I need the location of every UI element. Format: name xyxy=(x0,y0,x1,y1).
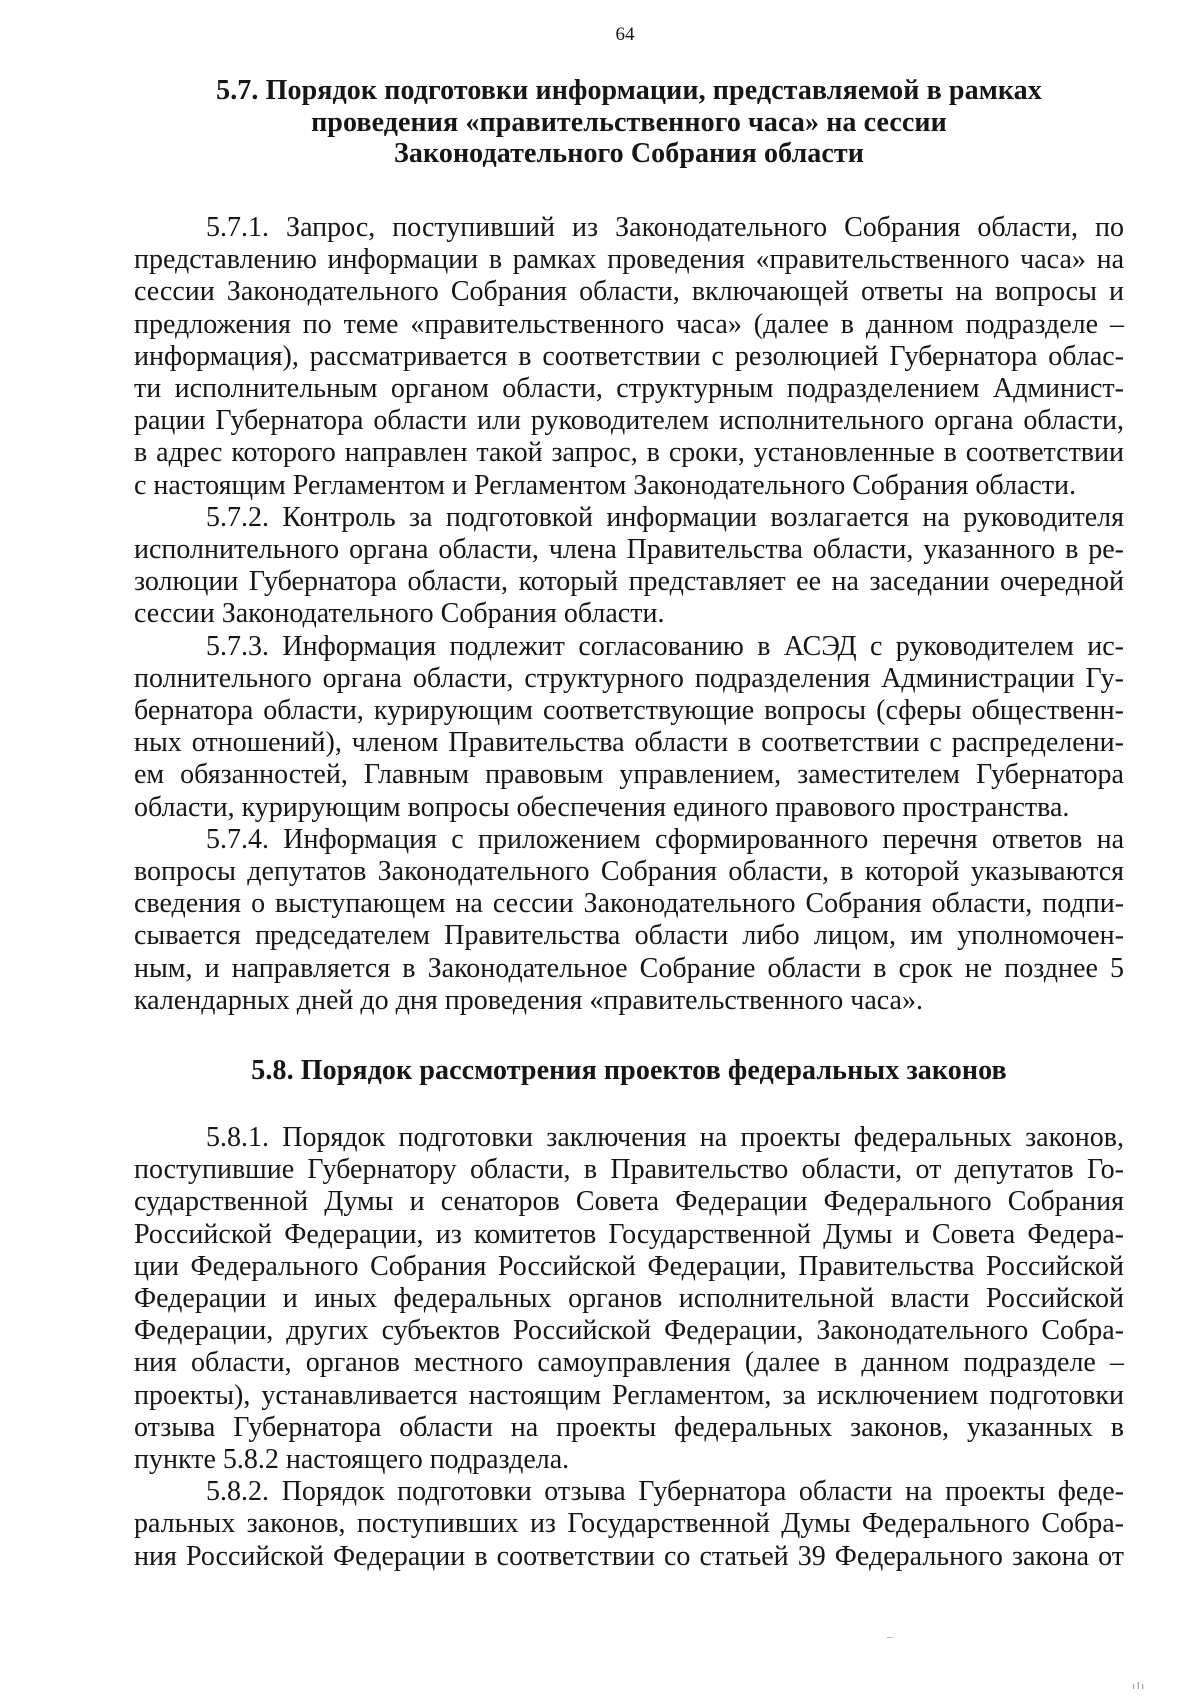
text-line: ным, и направляется в Законодательное Собрание области в срок не позднее 5 xyxy=(134,952,1124,984)
section-5-8-heading xyxy=(134,1055,1124,1087)
text-line: 5.7.1. Запрос, поступивший из Законодательного Собрания области, по xyxy=(206,212,1124,243)
section-5-8 xyxy=(134,1055,1124,1087)
text-line: сударственной Думы и сенаторов Совета Федерации Федерального Собрания xyxy=(134,1186,1124,1218)
text-line: в адрес которого направлен такой запрос, в сроки, установленные в соответствии xyxy=(134,437,1124,469)
text-line: предложения по теме «правительственного часа» (далее в данном подразделе – xyxy=(134,308,1124,340)
text-line: области, курирующим вопросы обеспечения единого правового пространства. xyxy=(134,791,1070,823)
text-line: ции Федерального Собрания Российской Федерации, Правительства Российской xyxy=(134,1250,1124,1282)
text-line: Российской Федерации, из комитетов Государственной Думы и Совета Федера- xyxy=(134,1218,1124,1250)
heading-line: 5.7. Порядок подготовки информации, представляемой в рамках xyxy=(216,75,1042,106)
text-line: ральных законов, поступивших из Государственной Думы Федерального Собра- xyxy=(134,1508,1124,1540)
text-line: ния Российской Федерации в соответствии со статьей 39 Федерального закона от xyxy=(134,1540,1124,1572)
text-line: пункте 5.8.2 настоящего подраздела. xyxy=(134,1444,570,1476)
text-line: информация), рассматривается в соответствии с резолюцией Губернатора облас- xyxy=(134,340,1124,372)
section-5-7 xyxy=(134,75,1124,170)
text-line: полнительного органа области, структурного подразделения Администрации Гу- xyxy=(134,662,1124,694)
page-number: 64 xyxy=(615,24,635,45)
text-line: 5.8.1. Порядок подготовки заключения на проекты федеральных законов, xyxy=(206,1122,1124,1153)
section-5-8-body xyxy=(134,1122,1124,1573)
text-line: ти исполнительным органом области, структурным подразделением Админист- xyxy=(134,373,1124,405)
paragraph-5-7-4 xyxy=(134,824,1124,1017)
text-line: сессии Законодательного Собрания области, включающей ответы на вопросы и xyxy=(134,276,1124,308)
text-line: Федерации и иных федеральных органов исполнительной власти Российской xyxy=(134,1283,1124,1315)
text-line: с настоящим Регламентом и Регламентом Законодательного Собрания области. xyxy=(134,469,1077,501)
text-line: ния области, органов местного самоуправления (далее в данном подразделе – xyxy=(134,1347,1124,1379)
text-line: отзыва Губернатора области на проекты федеральных законов, указанных в xyxy=(134,1411,1124,1443)
paragraph-5-7-1 xyxy=(134,212,1124,502)
text-line: 5.8.2. Порядок подготовки отзыва Губернатора области на проекты феде- xyxy=(206,1476,1124,1508)
heading-line: 5.8. Порядок рассмотрения проектов федеральных законов xyxy=(251,1055,1007,1086)
scan-speck xyxy=(887,1637,893,1638)
text-line: бернатора области, курирующим соответствующие вопросы (сферы общественн- xyxy=(134,695,1124,727)
text-line: 5.7.2. Контроль за подготовкой информации возлагается на руководителя xyxy=(206,501,1124,533)
text-line: золюции Губернатора области, который представляет ее на заседании очередной xyxy=(134,566,1124,598)
text-line: Федерации, других субъектов Российской Федерации, Законодательного Собра- xyxy=(134,1315,1124,1347)
heading-line: Законодательного Собрания области xyxy=(394,138,864,169)
text-line: вопросы депутатов Законодательного Собрания области, в которой указываются xyxy=(134,856,1124,888)
section-5-7-heading xyxy=(134,75,1124,170)
text-line: рации Губернатора области или руководителем исполнительного органа области, xyxy=(134,405,1124,437)
heading-line: проведения «правительственного часа» на сессии xyxy=(311,106,947,138)
text-line: календарных дней до дня проведения «правительственного часа». xyxy=(134,984,923,1016)
paragraph-5-8-1 xyxy=(134,1122,1124,1476)
text-line: сессии Законодательного Собрания области. xyxy=(134,598,665,630)
text-line: сведения о выступающем на сессии Законодательного Собрания области, подпи- xyxy=(134,888,1124,920)
text-line: 5.7.3. Информация подлежит согласованию в АСЭД с руководителем ис- xyxy=(206,630,1124,662)
text-line: представлению информации в рамках проведения «правительственного часа» на xyxy=(134,244,1124,276)
paragraph-5-8-2 xyxy=(134,1476,1124,1573)
text-line: поступившие Губернатору области, в Правительство области, от депутатов Го- xyxy=(134,1154,1124,1186)
text-line: 5.7.4. Информация с приложением сформированного перечня ответов на xyxy=(206,823,1124,855)
text-line: проекты), устанавливается настоящим Регламентом, за исключением подготовки xyxy=(134,1379,1124,1411)
corner-scan-mark: ılı xyxy=(1132,1682,1146,1692)
text-line: ем обязанностей, Главным правовым управлением, заместителем Губернатора xyxy=(134,759,1124,791)
text-line: ных отношений), членом Правительства области в соответствии с распределени- xyxy=(134,727,1124,759)
section-5-7-body xyxy=(134,212,1124,1017)
paragraph-5-7-3 xyxy=(134,631,1124,824)
text-line: исполнительного органа области, члена Правительства области, указанного в ре- xyxy=(134,534,1124,566)
paragraph-5-7-2 xyxy=(134,502,1124,631)
text-line: сывается председателем Правительства области либо лицом, им уполномочен- xyxy=(134,920,1124,952)
